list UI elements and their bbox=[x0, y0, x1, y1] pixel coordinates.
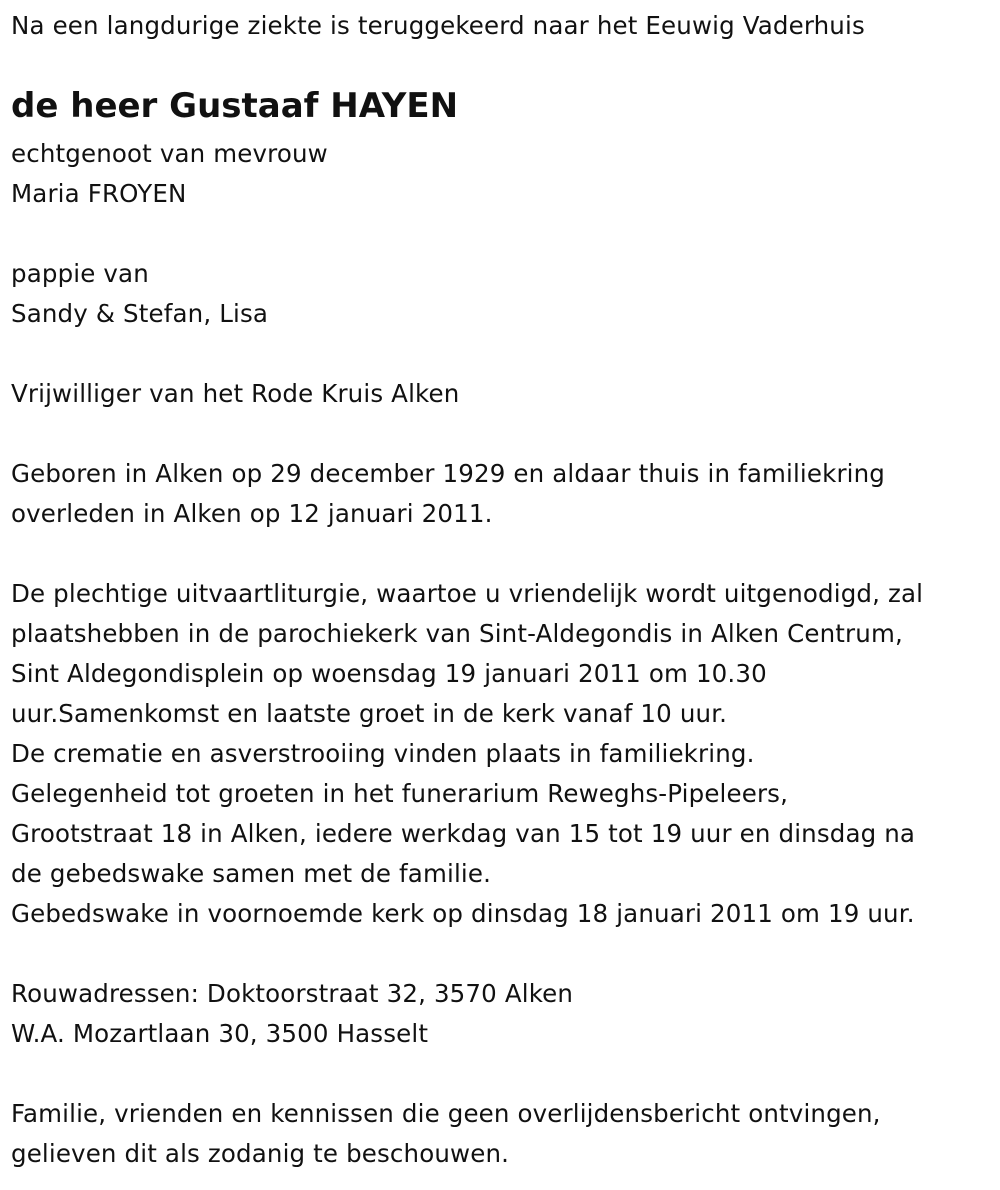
spacer bbox=[11, 534, 996, 574]
mourning-addresses bbox=[11, 974, 996, 1054]
spacer bbox=[11, 214, 996, 254]
spacer bbox=[11, 414, 996, 454]
paragraph-line: Gebedswake in voornoemde kerk op dinsdag 18 januari 2011 om 19 uur. bbox=[11, 899, 915, 928]
volunteer-text: Vrijwilliger van het Rode Kruis Alken bbox=[11, 379, 460, 408]
paragraph-line: De plechtige uitvaartliturgie, waartoe u vriendelijk wordt uitgenodigd, zal bbox=[11, 579, 924, 608]
spacer bbox=[11, 334, 996, 374]
paragraph-line: Sint Aldegondisplein op woensdag 19 januari 2011 om 10.30 bbox=[11, 659, 767, 688]
spacer bbox=[11, 934, 996, 974]
paragraph-line: Familie, vrienden en kennissen die geen overlijdensbericht ontvingen, bbox=[11, 1099, 881, 1128]
paragraph-line: gelieven dit als zodanig te beschouwen. bbox=[11, 1139, 510, 1168]
intro-text: Na een langdurige ziekte is teruggekeerd naar het Eeuwig Vaderhuis bbox=[11, 11, 865, 40]
spouse-relation: echtgenoot van mevrouw bbox=[11, 139, 328, 168]
paragraph-line: plaatshebben in de parochiekerk van Sint-Aldegondis in Alken Centrum, bbox=[11, 619, 903, 648]
paragraph-line: De crematie en asverstrooiing vinden plaats in familiekring. bbox=[11, 739, 755, 768]
paragraph-line: uur.Samenkomst en laatste groet in de kerk vanaf 10 uur. bbox=[11, 699, 728, 728]
children-names: Sandy & Stefan, Lisa bbox=[11, 299, 269, 328]
deceased-name: de heer Gustaaf HAYEN bbox=[11, 86, 459, 126]
spouse-name: Maria FROYEN bbox=[11, 179, 187, 208]
paragraph-line: overleden in Alken op 12 januari 2011. bbox=[11, 499, 493, 528]
birth-death-paragraph bbox=[11, 454, 996, 534]
closing-paragraph bbox=[11, 1094, 996, 1174]
spacer bbox=[11, 1054, 996, 1094]
address-line: Rouwadressen: Doktoorstraat 32, 3570 Alken bbox=[11, 979, 574, 1008]
children-relation: pappie van bbox=[11, 259, 149, 288]
paragraph-line: Gelegenheid tot groeten in het funerarium Reweghs-Pipeleers, bbox=[11, 779, 789, 808]
paragraph-line: de gebedswake samen met de familie. bbox=[11, 859, 492, 888]
ceremony-paragraph bbox=[11, 574, 996, 934]
address-line: W.A. Mozartlaan 30, 3500 Hasselt bbox=[11, 1019, 429, 1048]
paragraph-line: Grootstraat 18 in Alken, iedere werkdag van 15 tot 19 uur en dinsdag na bbox=[11, 819, 916, 848]
death-notice bbox=[11, 0, 996, 1174]
paragraph-line: Geboren in Alken op 29 december 1929 en aldaar thuis in familiekring bbox=[11, 459, 886, 488]
